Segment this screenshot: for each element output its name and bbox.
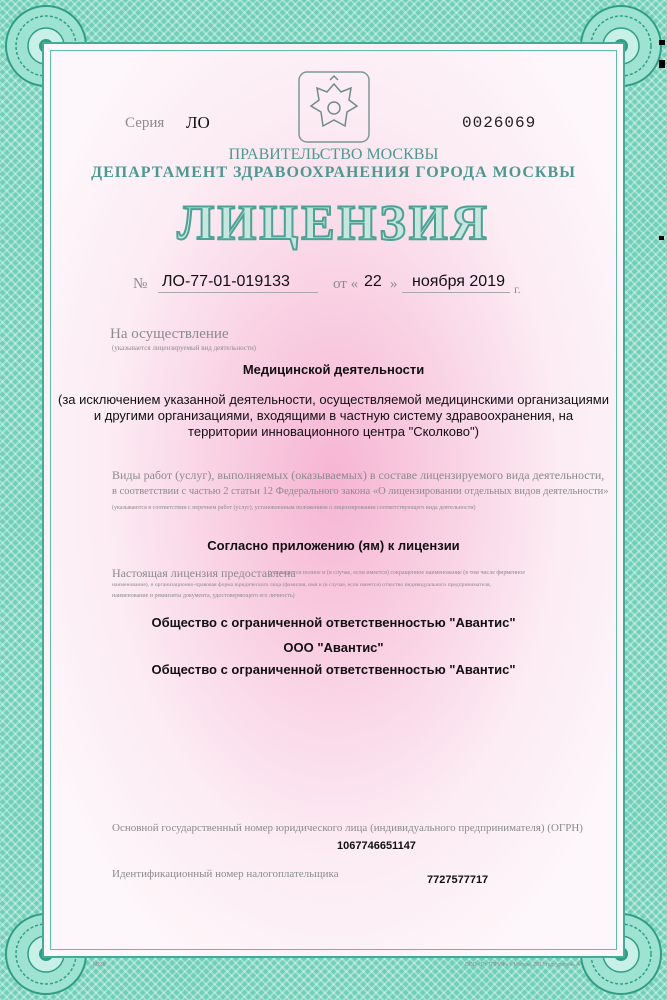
licensee-short-name: ООО "Авантис": [283, 640, 384, 655]
state-emblem-icon: [297, 70, 371, 144]
works-label-line1: Виды работ (услуг), выполняемых (оказываемых) в составе лицензируемого вида деятельности,: [112, 468, 605, 482]
month-underline: [402, 292, 510, 293]
scan-mark: [659, 60, 665, 68]
works-value: Согласно приложению (ям) к лицензии: [207, 538, 460, 553]
activity-name: Медицинской деятельности: [242, 362, 425, 377]
license-month-year: ноября 2019: [412, 273, 505, 290]
ogrn-value: 1067746651147: [337, 840, 416, 852]
inn-label: Идентификационный номер налогоплательщика: [112, 868, 339, 880]
activity-exclusion-line: территории инновационного центра "Сколково"): [188, 424, 479, 439]
date-day-close: »: [390, 276, 398, 292]
inner-border: [50, 50, 617, 950]
scan-mark: [659, 40, 665, 45]
ogrn-label: Основной государственный номер юридического лица (индивидуального предпринимателя) (ОГРН): [112, 822, 583, 834]
activity-sublabel: (указывается лицензируемый вид деятельности): [112, 344, 257, 352]
year-suffix: г.: [514, 282, 521, 296]
footer-mark-left: М238: [93, 962, 106, 968]
date-from-label: от «: [333, 276, 359, 292]
inn-value: 7727577717: [427, 874, 489, 886]
licensee-label: Настоящая лицензия предоставлена: [112, 566, 296, 580]
works-note: (указываются в соответствии с перечнем работ (услуг), установленным положением о лицензировании соответствующего вида деятельности): [112, 505, 476, 511]
government-heading: ПРАВИТЕЛЬСТВО МОСКВЫ: [228, 146, 439, 163]
series-value: ЛО: [186, 113, 210, 132]
works-label-line2: в соответствии с частью 2 статьи 12 Федерального закона «О лицензировании отдельных видов деятельности»: [112, 486, 609, 497]
number-underline: [158, 292, 318, 293]
activity-exclusion-line: (за исключением указанной деятельности, осуществляемой медицинскими организациями: [58, 392, 609, 407]
license-day: 22: [364, 273, 382, 290]
department-heading: ДЕПАРТАМЕНТ ЗДРАВООХРАНЕНИЯ ГОРОДА МОСКВЫ: [91, 164, 576, 181]
licensee-note: (указывается полное и (в случае, если имеется) сокращенное наименование (в том числе фирменное: [268, 570, 526, 576]
document-title: ЛИЦЕНЗИЯ: [177, 194, 490, 250]
licensee-firm-name: Общество с ограниченной ответственностью "Авантис": [151, 662, 516, 677]
form-number: 0026069: [462, 114, 537, 132]
license-number: ЛО-77-01-019133: [162, 273, 290, 290]
activity-label: На осуществление: [110, 326, 229, 342]
activity-exclusion-line: и другими организациями, входящими в частную систему здравоохранения, на: [93, 408, 574, 423]
footer-mark-right: ООО «Пт ТПРИФ» г. Москва, 2017 год, уровень А: [465, 962, 580, 968]
licensee-full-name: Общество с ограниченной ответственностью "Авантис": [151, 615, 516, 630]
licensee-note: наименование), и организационно-правовая форма юридического лица (фамилия, имя и (в случае, если имеется) отчество индивидуального предпринимателя,: [112, 582, 491, 588]
series-label: Серия: [125, 115, 165, 131]
number-label: №: [133, 276, 148, 292]
licensee-note: наименование и реквизиты документа, удостоверяющего его личность): [112, 593, 295, 599]
